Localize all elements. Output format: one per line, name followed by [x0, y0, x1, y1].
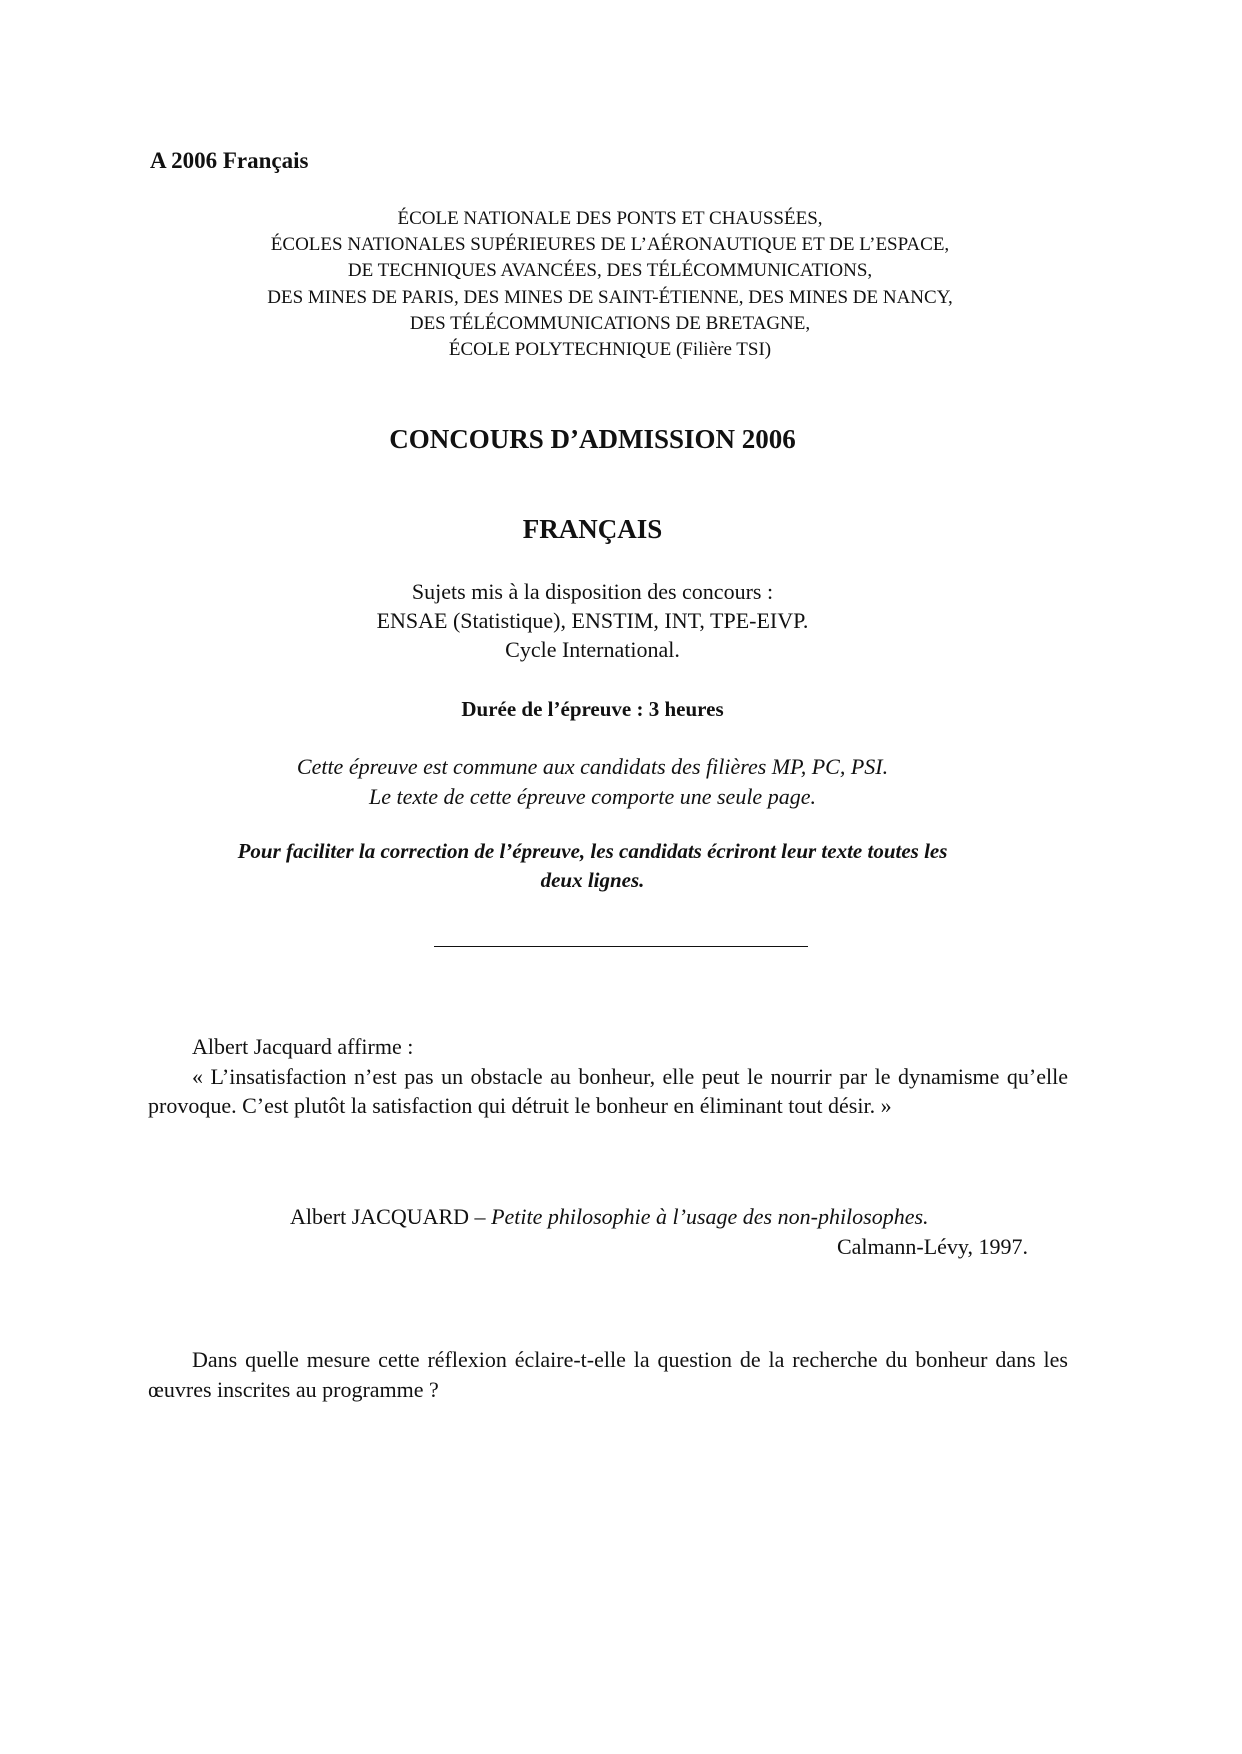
school-line: ÉCOLE POLYTECHNIQUE (Filière TSI) — [448, 339, 772, 361]
quote-text: « L’insatisfaction n’est pas un obstacle au bonheur, elle peut le nourrir par le dynamisme qu’elle provoque. C’est plutôt la satisfaction qui détruit le bonheur en éliminant tout désir. » — [148, 1063, 1068, 1118]
commune-line: Le texte de cette épreuve comporte une seule page. — [369, 784, 816, 809]
school-line: DES TÉLÉCOMMUNICATIONS DE BRETAGNE, — [409, 312, 811, 334]
sujets-line: Cycle International. — [505, 637, 680, 662]
sujets-block — [150, 577, 1035, 664]
school-line: DES MINES DE PARIS, DES MINES DE SAINT-ÉTIENNE, DES MINES DE NANCY, — [267, 286, 953, 308]
sujets-line: Sujets mis à la disposition des concours : — [411, 579, 774, 604]
source-citation — [290, 1202, 1028, 1232]
school-line: DE TECHNIQUES AVANCÉES, DES TÉLÉCOMMUNICATIONS, — [347, 260, 873, 282]
source-title: Petite philosophie à l’usage des non-philosophes. — [491, 1204, 929, 1229]
separator-rule — [434, 946, 808, 947]
quote-intro: Albert Jacquard affirme : — [192, 1034, 414, 1059]
quote-block — [148, 1032, 1068, 1121]
school-line: ÉCOLE NATIONALE DES PONTS ET CHAUSSÉES, — [397, 208, 823, 229]
exam-subject: FRANÇAIS — [522, 514, 663, 544]
exam-duration: Durée de l’épreuve : 3 heures — [461, 697, 724, 721]
instruction-line: Pour faciliter la correction de l’épreuve, les candidats écriront leur texte toutes les — [237, 839, 948, 863]
source-author: Albert JACQUARD – — [290, 1204, 492, 1229]
instruction-note — [190, 837, 995, 895]
instruction-line: deux lignes. — [540, 868, 645, 892]
commune-line: Cette épreuve est commune aux candidats des filières MP, PC, PSI. — [296, 754, 889, 779]
quote-source — [290, 1202, 1028, 1261]
subject-tag: A 2006 Français — [150, 148, 309, 173]
exam-title: CONCOURS D’ADMISSION 2006 — [389, 424, 796, 454]
sujets-line: ENSAE (Statistique), ENSTIM, INT, TPE-EIVP. — [376, 608, 809, 633]
commune-note — [150, 752, 1035, 812]
source-publisher: Calmann-Lévy, 1997. — [836, 1233, 1028, 1259]
school-line: ÉCOLES NATIONALES SUPÉRIEURES DE L’AÉRONAUTIQUE ET DE L’ESPACE, — [270, 234, 950, 256]
schools-list — [150, 206, 1070, 363]
essay-question: Dans quelle mesure cette réflexion éclaire-t-elle la question de la recherche du bonheur dans les œuvres inscrites au programme ? — [148, 1347, 1068, 1402]
